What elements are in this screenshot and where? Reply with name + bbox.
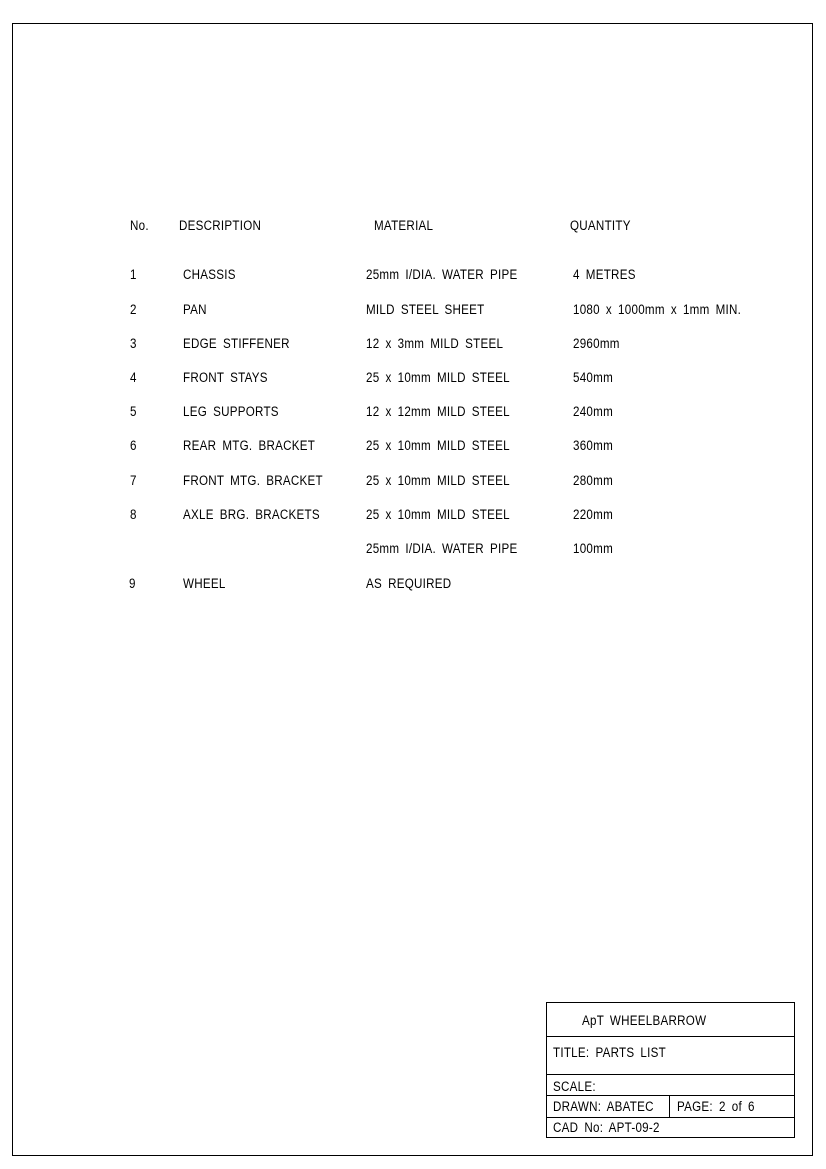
title-block — [546, 1002, 795, 1138]
row-material: 25mm I/DIA. WATER PIPE — [366, 541, 518, 556]
row-quantity: 220mm — [573, 507, 614, 522]
row-material: 25 x 10mm MILD STEEL — [366, 473, 510, 488]
row-description: WHEEL — [183, 576, 226, 591]
drawn-by: DRAWN: ABATEC — [553, 1099, 654, 1114]
title-block-divider — [547, 1036, 794, 1037]
row-quantity: 280mm — [573, 473, 614, 488]
row-no: 8 — [130, 507, 137, 522]
page-number: PAGE: 2 of 6 — [677, 1099, 755, 1114]
row-quantity: 100mm — [573, 541, 614, 556]
title-block-divider — [547, 1074, 794, 1075]
drawing-title: TITLE: PARTS LIST — [553, 1045, 666, 1060]
row-material: 25 x 10mm MILD STEEL — [366, 438, 510, 453]
row-description: CHASSIS — [183, 267, 236, 282]
row-quantity: 540mm — [573, 370, 614, 385]
row-no: 5 — [130, 404, 137, 419]
row-no: 9 — [129, 576, 136, 591]
header-description: DESCRIPTION — [179, 218, 262, 233]
row-description: EDGE STIFFENER — [183, 336, 290, 351]
row-material: AS REQUIRED — [366, 576, 452, 591]
row-no: 7 — [130, 473, 137, 488]
row-material: MILD STEEL SHEET — [366, 302, 485, 317]
row-description: REAR MTG. BRACKET — [183, 438, 316, 453]
row-material: 12 x 12mm MILD STEEL — [366, 404, 510, 419]
row-no: 1 — [130, 267, 137, 282]
row-description: PAN — [183, 302, 207, 317]
row-quantity: 2960mm — [573, 336, 620, 351]
row-quantity: 360mm — [573, 438, 614, 453]
title-block-divider — [547, 1117, 794, 1118]
row-description: FRONT MTG. BRACKET — [183, 473, 323, 488]
row-no: 6 — [130, 438, 137, 453]
row-no: 4 — [130, 370, 137, 385]
row-no: 3 — [130, 336, 137, 351]
row-description: FRONT STAYS — [183, 370, 268, 385]
row-description: AXLE BRG. BRACKETS — [183, 507, 320, 522]
row-quantity: 4 METRES — [573, 267, 636, 282]
row-quantity: 240mm — [573, 404, 614, 419]
title-block-divider — [669, 1095, 670, 1117]
header-material: MATERIAL — [374, 218, 434, 233]
row-material: 25 x 10mm MILD STEEL — [366, 507, 510, 522]
header-quantity: QUANTITY — [570, 218, 631, 233]
scale-label: SCALE: — [553, 1079, 596, 1094]
header-no: No. — [130, 218, 149, 233]
row-quantity: 1080 x 1000mm x 1mm MIN. — [573, 302, 742, 317]
cad-number: CAD No: APT-09-2 — [553, 1120, 660, 1135]
row-no: 2 — [130, 302, 137, 317]
row-material: 25mm I/DIA. WATER PIPE — [366, 267, 518, 282]
row-material: 12 x 3mm MILD STEEL — [366, 336, 504, 351]
project-name: ApT WHEELBARROW — [582, 1013, 707, 1028]
row-description: LEG SUPPORTS — [183, 404, 279, 419]
row-material: 25 x 10mm MILD STEEL — [366, 370, 510, 385]
title-block-divider — [547, 1095, 794, 1096]
